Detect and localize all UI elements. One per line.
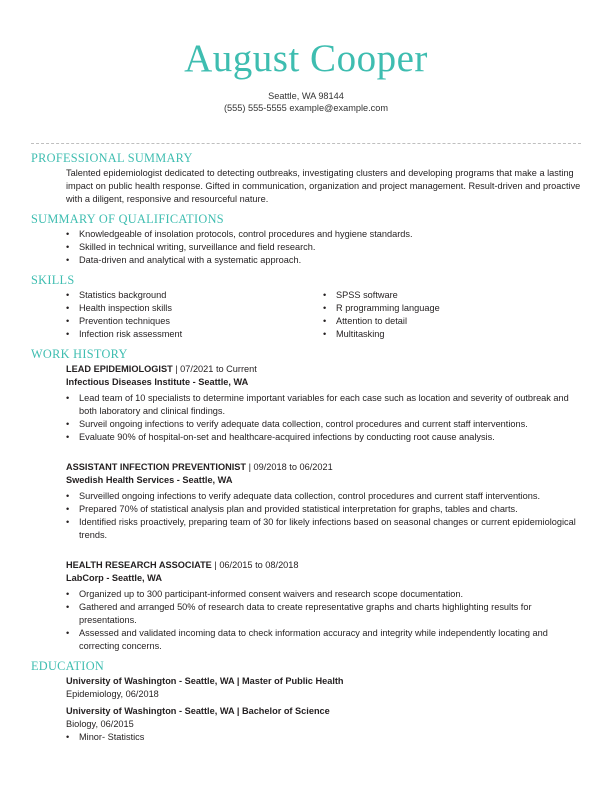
job-dates: | 07/2021 to Current — [172, 364, 257, 374]
job-role: ASSISTANT INFECTION PREVENTIONIST — [66, 462, 247, 472]
list-item: • Infection risk assessment — [66, 328, 316, 341]
candidate-name: August Cooper — [184, 37, 428, 80]
list-item: • Evaluate 90% of hospital-on-set and healthcare-acquired infections by conducting root cause analysis. — [66, 431, 581, 444]
education-school: University of Washington - Seattle, WA | Bachelor of Science — [66, 706, 330, 716]
job-role: LEAD EPIDEMIOLOGIST — [66, 364, 173, 374]
job-company: Swedish Health Services - Seattle, WA — [66, 475, 233, 485]
section-title-summary: PROFESSIONAL SUMMARY — [31, 151, 193, 165]
job-title-line — [66, 461, 333, 474]
section-title-work: WORK HISTORY — [31, 347, 128, 361]
address: Seattle, WA 98144 — [268, 91, 344, 101]
list-item: • Statistics background — [66, 289, 316, 302]
job-title-line — [66, 559, 299, 572]
list-item: • Data-driven and analytical with a systematic approach. — [66, 254, 581, 267]
job-bullets — [66, 392, 581, 444]
education-detail: Epidemiology, 06/2018 — [66, 689, 159, 699]
list-item: • Health inspection skills — [66, 302, 316, 315]
list-item: • Minor- Statistics — [66, 731, 581, 744]
job-role: HEALTH RESEARCH ASSOCIATE — [66, 560, 212, 570]
list-item: • Skilled in technical writing, surveillance and field research. — [66, 241, 581, 254]
list-item: • Lead team of 10 specialists to determine important variables for each case such as location and severity of outbreak and both laboratory and clinical findings. — [66, 392, 581, 418]
education-school: University of Washington - Seattle, WA | Master of Public Health — [66, 676, 344, 686]
section-title-education: EDUCATION — [31, 659, 105, 673]
list-item: • Knowledgeable of insolation protocols, control procedures and hygiene standards. — [66, 228, 581, 241]
job-bullets — [66, 588, 581, 653]
list-item: • Surveil ongoing infections to verify adequate data collection, control procedures and current staff interventions. — [66, 418, 581, 431]
list-item: • Multitasking — [323, 328, 573, 341]
job-dates: | 06/2015 to 08/2018 — [211, 560, 299, 570]
section-title-qualifications: SUMMARY OF QUALIFICATIONS — [31, 212, 224, 226]
list-item: • R programming language — [323, 302, 573, 315]
phone-email: (555) 555-5555 example@example.com — [223, 103, 389, 113]
list-item: • Surveilled ongoing infections to verify adequate data collection, control procedures and current staff interventions. — [66, 490, 581, 503]
list-item: • Prevention techniques — [66, 315, 316, 328]
job-company: Infectious Diseases Institute - Seattle, WA — [66, 377, 249, 387]
job-company: LabCorp - Seattle, WA — [66, 573, 162, 583]
skills-list-left — [66, 289, 316, 341]
list-item: • Attention to detail — [323, 315, 573, 328]
job-bullets — [66, 490, 581, 542]
qualifications-list — [66, 228, 581, 267]
header-divider — [31, 143, 581, 144]
list-item: • Assessed and validated incoming data to check information accuracy and integrity while independently locating and correcting concerns. — [66, 627, 581, 653]
list-item: • Organized up to 300 participant-informed consent waivers and research scope documentation. — [66, 588, 581, 601]
list-item: • SPSS software — [323, 289, 573, 302]
education-bullets — [66, 731, 581, 744]
job-dates: | 09/2018 to 06/2021 — [246, 462, 333, 472]
list-item: • Prepared 70% of statistical analysis plan and provided statistical interpretation for graphs, tables and charts. — [66, 503, 581, 516]
skills-list-right — [323, 289, 573, 341]
list-item: • Gathered and arranged 50% of research data to create representative graphs and charts highlighting results for presentations. — [66, 601, 581, 627]
education-detail: Biology, 06/2015 — [66, 719, 134, 729]
section-title-skills: SKILLS — [31, 273, 75, 287]
list-item: • Identified risks proactively, preparing team of 30 for likely infections based on seasonal changes or current epidemiological trends. — [66, 516, 581, 542]
summary-text: Talented epidemiologist dedicated to detecting outbreaks, investigating clusters and developing programs that make a lasting impact on public health response. Gifted in communication, organization and project management. Result-driven and proactive with a diligent, responsive and resourceful nature. — [66, 168, 581, 204]
job-title-line — [66, 363, 257, 376]
